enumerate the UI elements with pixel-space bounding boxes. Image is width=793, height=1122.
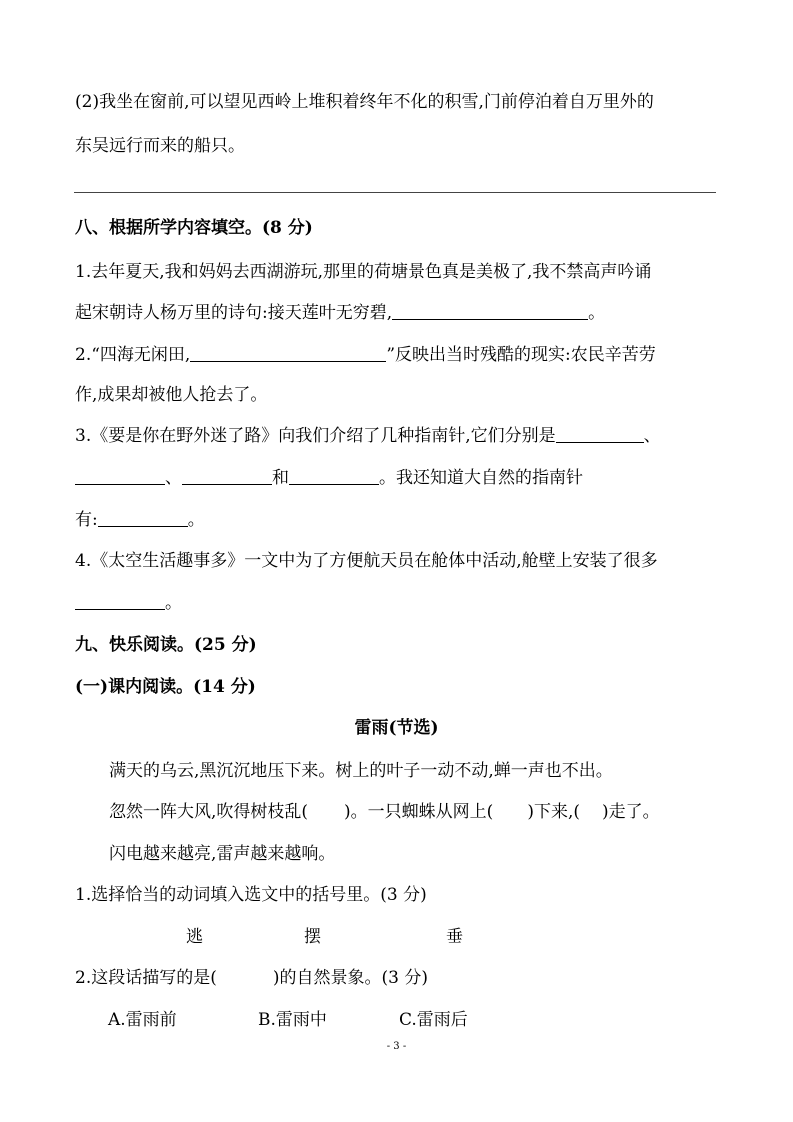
s8-q4-line1: 4.《太空生活趣事多》一文中为了方便航天员在舱体中活动,舱壁上安装了很多 [75,551,658,571]
s8-q2-line1 [75,343,656,367]
s8-q1-end: 。 [588,303,606,323]
s8-q4-blank[interactable] [75,591,165,610]
s8-q1-text: 起宋朝诗人杨万里的诗句:接天莲叶无穷碧, [75,303,393,323]
section9-sub1: (一)课内阅读。(14 分) [75,677,256,697]
s8-q3-blank-4[interactable] [289,466,379,485]
passage-title: 雷雨(节选) [354,718,439,738]
s8-q2-line2: 作,成果却被他人抢去了。 [75,385,268,405]
s9-q1: 1.选择恰当的动词填入选文中的括号里。(3 分) [75,885,427,905]
p2-d: )走了。 [601,802,660,822]
s8-q3-text: 3.《要是你在野外迷了路》向我们介绍了几种指南针,它们分别是 [75,426,556,446]
s8-q2-text-b: ”反映出当时残酷的现实:农民辛苦劳 [386,345,656,365]
s8-q3-sep-2: 、 [165,468,182,488]
section9-title: 九、快乐阅读。(25 分) [75,635,257,655]
s8-q3-and: 和 [272,468,289,488]
option-a[interactable]: A.雷雨前 [108,1010,177,1030]
s9-q2-b: )的自然景象。(3 分) [272,968,428,988]
s8-q3-line3-end: 。 [187,510,205,530]
section8-title: 八、根据所学内容填空。(8 分) [75,218,313,238]
s8-q3-blank-2[interactable] [75,466,165,485]
s8-q3-line2-end: 。我还知道大自然的指南针 [379,468,583,488]
s9-q2-a: 2.这段话描写的是( [75,968,217,988]
p2-b: )。一只蜘蛛从网上( [344,802,494,822]
s8-q3-line1 [75,424,661,448]
s8-q3-blank-1[interactable] [556,424,644,443]
page-number: - 3 - [386,1041,407,1052]
verb-3: 垂 [446,927,463,947]
s8-q3-have: 有: [75,510,98,530]
passage-p3: 闪电越来越亮,雷声越来越响。 [109,844,336,864]
s8-q2-text-a: 2.“四海无闲田, [75,345,191,365]
p2-c: )下来,( [527,802,580,822]
s8-q3-sep: 、 [643,426,661,446]
s8-q3-line2 [75,466,583,490]
q7-2-line1: (2)我坐在窗前,可以望见西岭上堆积着终年不化的积雪,门前停泊着自万里外的 [75,92,654,112]
verb-2: 摆 [304,927,321,947]
verb-1: 逃 [186,927,203,947]
s8-q3-line3 [75,508,205,532]
p2-a: 忽然一阵大风,吹得树枝乱( [109,802,309,822]
s8-q3-blank-3[interactable] [182,466,272,485]
passage-p1: 满天的乌云,黑沉沉地压下来。树上的叶子一动不动,蝉一声也不出。 [109,761,613,781]
s8-q1-blank[interactable] [392,301,588,320]
passage-p2 [109,800,660,824]
s8-q2-blank[interactable] [190,343,386,362]
s8-q1-line1: 1.去年夏天,我和妈妈去西湖游玩,那里的荷塘景色真是美极了,我不禁高声吟诵 [75,262,652,282]
s8-q4-line2 [75,591,182,615]
s8-q1-line2 [75,301,605,325]
q7-2-line2: 东吴远行而来的船只。 [75,136,245,156]
option-b[interactable]: B.雷雨中 [258,1010,327,1030]
s9-q2 [75,966,428,990]
s8-q3-blank-5[interactable] [98,508,188,527]
s8-q4-end: 。 [165,593,182,613]
answer-line [74,192,716,193]
option-c[interactable]: C.雷雨后 [399,1010,468,1030]
